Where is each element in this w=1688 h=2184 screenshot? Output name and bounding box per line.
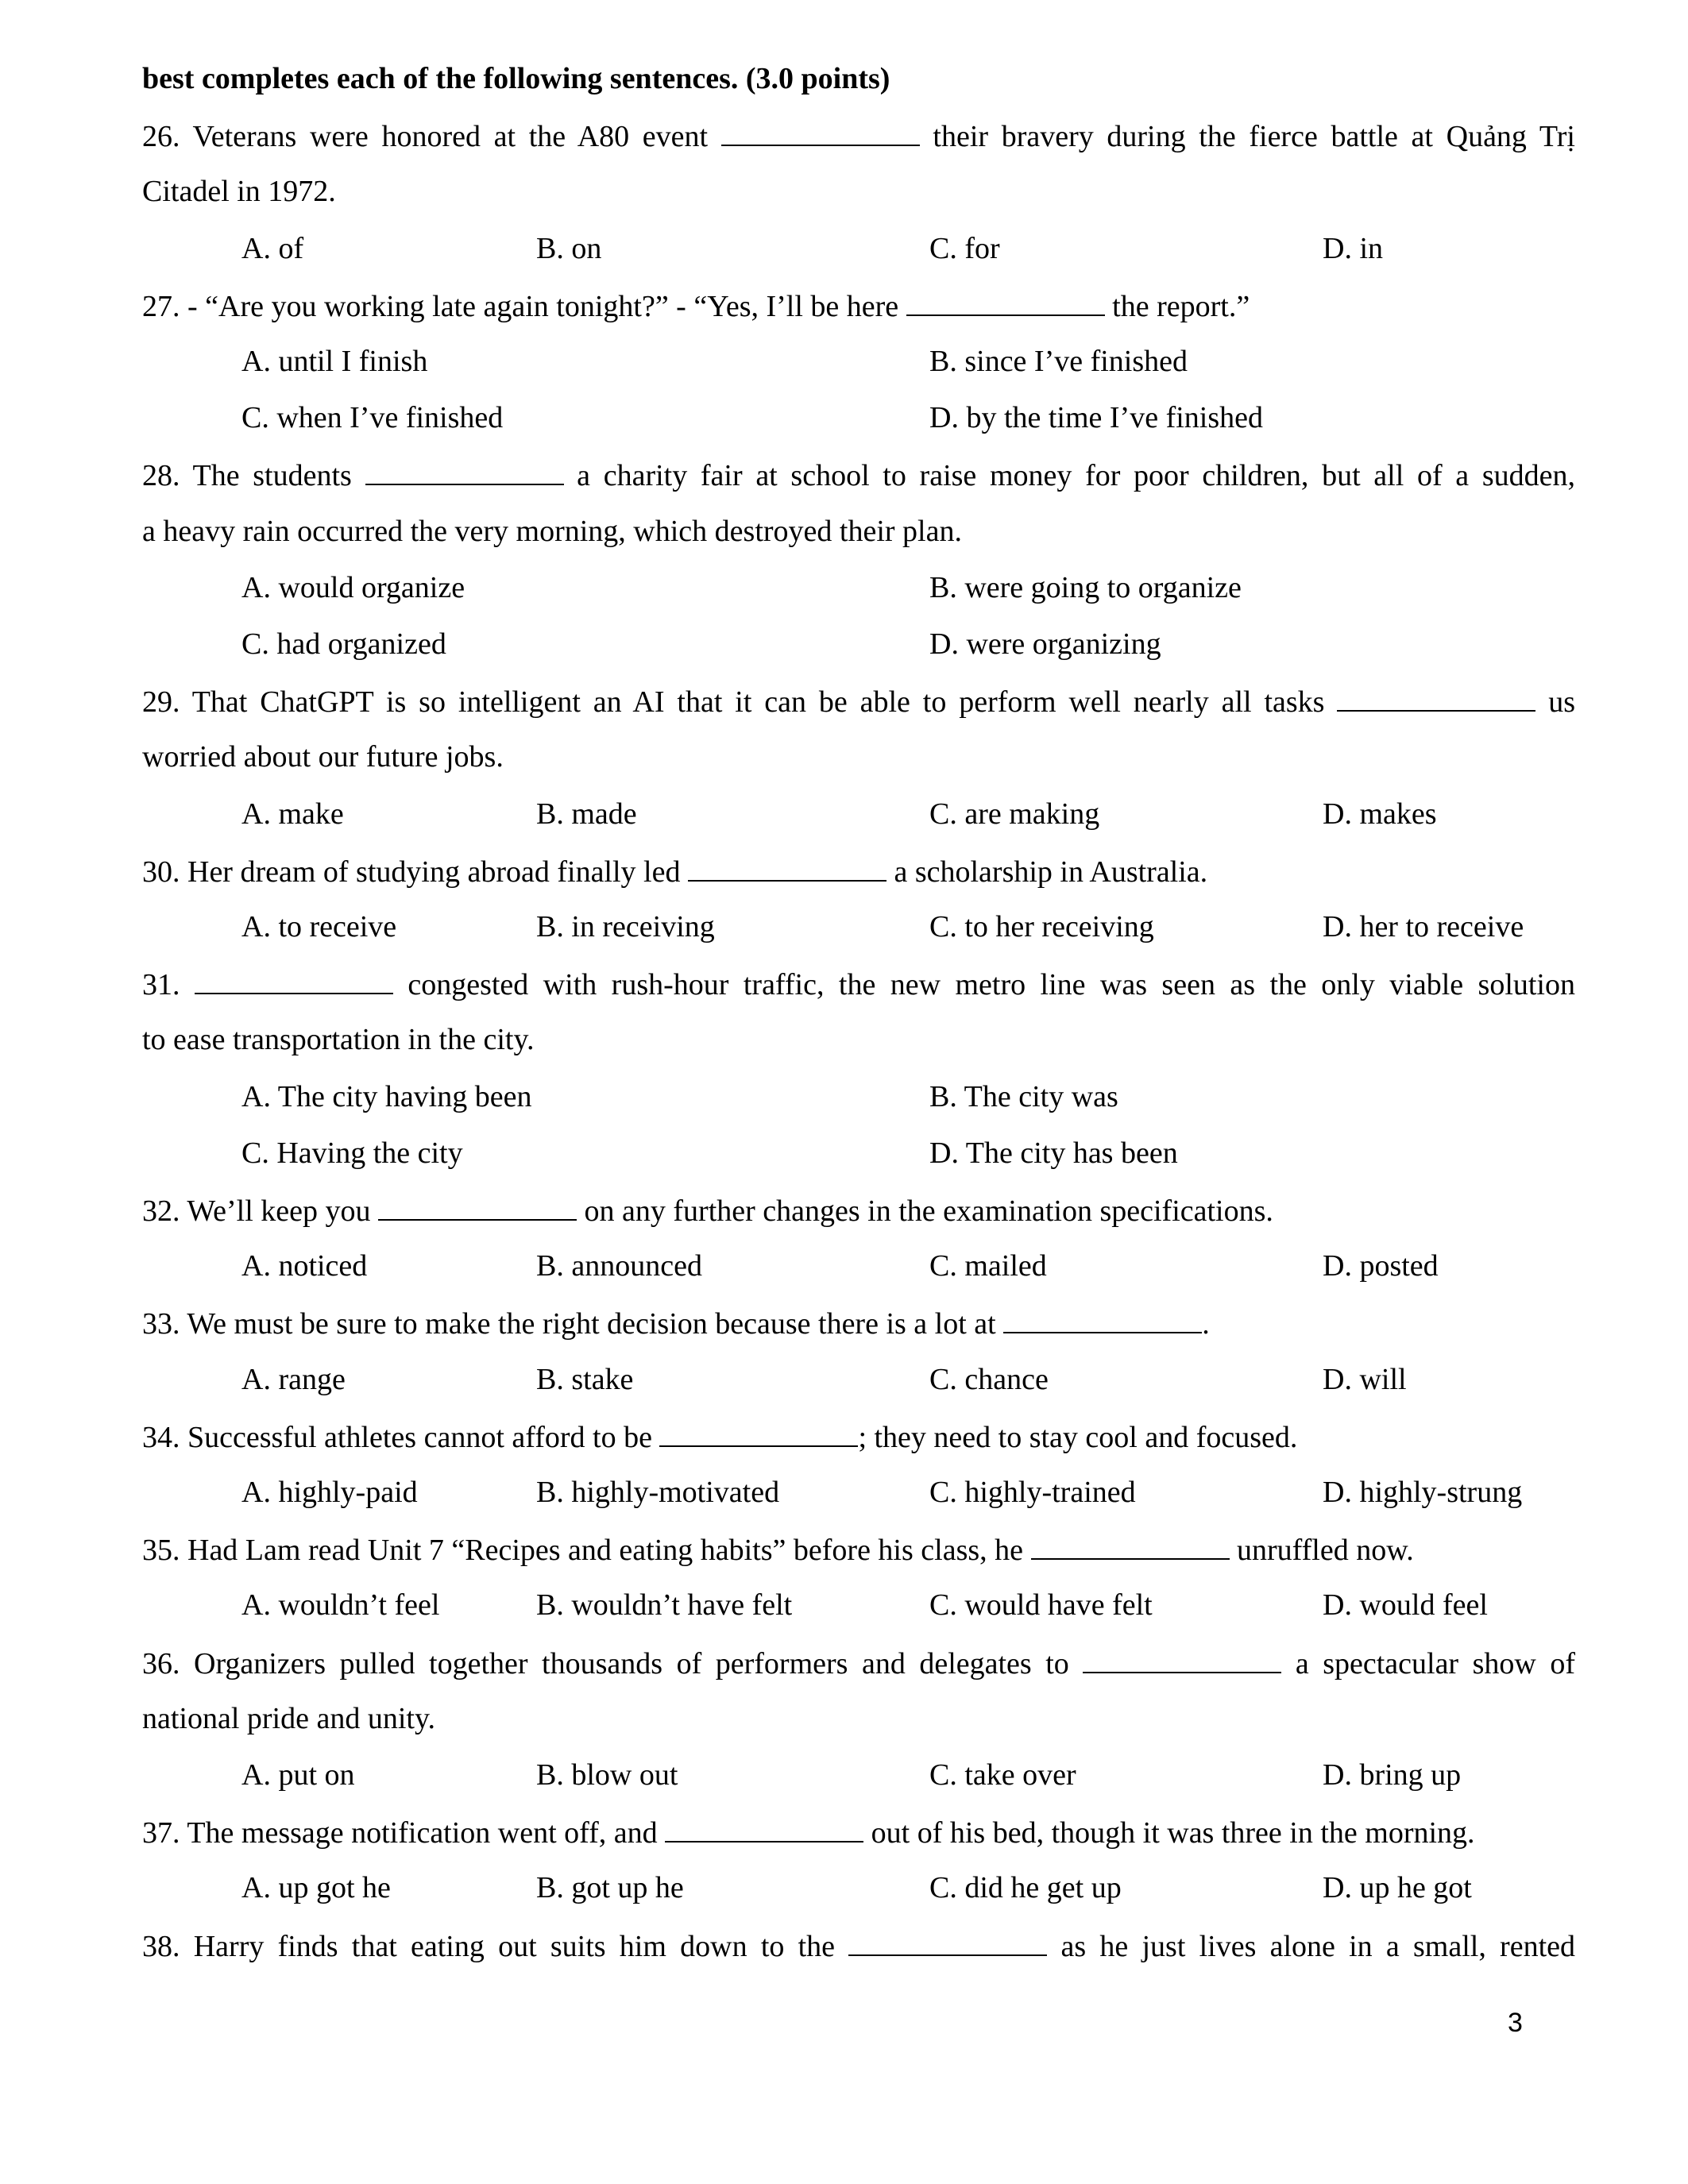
question-28 bbox=[142, 457, 1575, 493]
question-text: 26. Veterans were honored at the A80 event bbox=[142, 120, 721, 154]
option-b: B. in receiving bbox=[536, 910, 715, 943]
option-a: A. noticed bbox=[241, 1249, 368, 1283]
question-27 bbox=[142, 287, 1575, 324]
question-text-continued: a spectacular show of bbox=[1281, 1646, 1575, 1680]
answer-blank bbox=[1003, 1305, 1202, 1333]
option-c: C. to her receiving bbox=[929, 910, 1154, 943]
option-c: C. for bbox=[929, 231, 1000, 265]
option-c: C. Having the city bbox=[241, 1136, 463, 1170]
option-b: B. on bbox=[536, 231, 602, 265]
question-38 bbox=[142, 1927, 1575, 1964]
question-text-continued: the report.” bbox=[1104, 289, 1250, 323]
question-text-continued: a charity fair at school to raise money for poor children, but all of a sudden, bbox=[563, 459, 1575, 493]
question-28-line2: a heavy rain occurred the very morning, which destroyed their plan. bbox=[142, 514, 962, 548]
question-text-continued: . bbox=[1202, 1307, 1210, 1341]
section-instruction: best completes each of the following sentences. (3.0 points) bbox=[142, 62, 890, 95]
option-b: B. got up he bbox=[536, 1871, 684, 1905]
option-d: D. up he got bbox=[1323, 1871, 1472, 1905]
question-text-continued: as he just lives alone in a small, rented bbox=[1047, 1929, 1576, 1963]
question-text-continued: ; they need to stay cool and focused. bbox=[858, 1420, 1298, 1454]
question-30 bbox=[142, 853, 1575, 889]
question-text: 31. bbox=[142, 968, 195, 1002]
option-c: C. highly-trained bbox=[929, 1476, 1136, 1509]
option-b: B. made bbox=[536, 797, 637, 831]
question-37 bbox=[142, 1814, 1575, 1850]
option-d: D. will bbox=[1323, 1362, 1407, 1396]
option-a: A. wouldn’t feel bbox=[241, 1588, 440, 1623]
question-text: 34. Successful athletes cannot afford to be bbox=[142, 1420, 660, 1454]
option-b: B. blow out bbox=[536, 1758, 678, 1792]
option-a: A. The city having been bbox=[241, 1079, 532, 1113]
option-a: A. until I finish bbox=[241, 345, 428, 378]
option-a: A. up got he bbox=[241, 1871, 391, 1905]
option-c: C. chance bbox=[929, 1362, 1049, 1396]
answer-blank bbox=[195, 966, 393, 994]
answer-blank bbox=[378, 1192, 577, 1221]
option-a: A. would organize bbox=[241, 570, 465, 604]
question-text: 36. Organizers pulled together thousands of performers and delegates to bbox=[142, 1646, 1083, 1680]
option-c: C. when I’ve finished bbox=[241, 401, 504, 435]
option-c: C. take over bbox=[929, 1758, 1076, 1792]
option-a: A. highly-paid bbox=[241, 1476, 418, 1509]
option-b: B. since I’ve finished bbox=[929, 345, 1188, 378]
option-d: D. would feel bbox=[1323, 1588, 1488, 1623]
question-31 bbox=[142, 966, 1575, 1002]
question-text: 27. - “Are you working late again tonight?” - “Yes, I’ll be here bbox=[142, 289, 906, 323]
option-b: B. announced bbox=[536, 1249, 702, 1283]
question-text-continued: congested with rush-hour traffic, the new metro line was seen as the only viable solution bbox=[392, 968, 1575, 1002]
option-b: B. wouldn’t have felt bbox=[536, 1588, 793, 1623]
option-d: D. The city has been bbox=[929, 1136, 1178, 1170]
question-text: 32. We’ll keep you bbox=[142, 1194, 379, 1228]
answer-blank bbox=[721, 118, 920, 146]
question-26-line2: Citadel in 1972. bbox=[142, 175, 336, 209]
option-a: A. to receive bbox=[241, 910, 397, 943]
answer-blank bbox=[659, 1418, 858, 1447]
question-text-continued: out of his bed, though it was three in the morning. bbox=[863, 1816, 1475, 1850]
option-d: D. her to receive bbox=[1323, 910, 1524, 943]
question-text: 37. The message notification went off, and bbox=[142, 1816, 666, 1850]
option-d: D. bring up bbox=[1323, 1758, 1462, 1792]
question-text-continued: us bbox=[1535, 685, 1575, 720]
question-text: 35. Had Lam read Unit 7 “Recipes and eating habits” before his class, he bbox=[142, 1534, 1031, 1568]
answer-blank bbox=[665, 1814, 863, 1843]
answer-blank bbox=[688, 853, 886, 882]
question-text-continued: a scholarship in Australia. bbox=[886, 855, 1208, 889]
option-b: B. were going to organize bbox=[929, 570, 1242, 604]
answer-blank bbox=[1337, 683, 1535, 712]
answer-blank bbox=[1083, 1645, 1281, 1673]
question-34 bbox=[142, 1418, 1575, 1455]
question-text-continued: unruffled now. bbox=[1229, 1534, 1414, 1568]
question-33 bbox=[142, 1305, 1575, 1341]
question-35 bbox=[142, 1531, 1575, 1568]
option-d: D. by the time I’ve finished bbox=[929, 401, 1264, 435]
option-d: D. were organizing bbox=[929, 627, 1161, 661]
option-a: A. of bbox=[241, 231, 304, 265]
option-c: C. are making bbox=[929, 797, 1100, 831]
question-29 bbox=[142, 683, 1575, 720]
question-32 bbox=[142, 1192, 1575, 1229]
option-d: D. posted bbox=[1323, 1249, 1439, 1283]
option-c: C. mailed bbox=[929, 1249, 1047, 1283]
question-text: 38. Harry finds that eating out suits him down to the bbox=[142, 1929, 849, 1963]
option-b: B. The city was bbox=[929, 1079, 1118, 1113]
question-text: 33. We must be sure to make the right decision because there is a lot at bbox=[142, 1307, 1004, 1341]
question-36-line2: national pride and unity. bbox=[142, 1701, 435, 1735]
answer-blank bbox=[365, 457, 564, 485]
answer-blank bbox=[906, 287, 1105, 316]
option-b: B. stake bbox=[536, 1362, 634, 1396]
question-text: 30. Her dream of studying abroad finally led bbox=[142, 855, 688, 889]
question-text: 29. That ChatGPT is so intelligent an AI that it can be able to perform well nearly all tasks bbox=[142, 685, 1338, 720]
option-d: D. in bbox=[1323, 231, 1383, 265]
question-text-continued: their bravery during the fierce battle at Quảng Trị bbox=[919, 120, 1575, 154]
question-text: 28. The students bbox=[142, 459, 365, 493]
option-a: A. range bbox=[241, 1362, 346, 1396]
option-c: C. would have felt bbox=[929, 1588, 1153, 1623]
option-b: B. highly-motivated bbox=[536, 1476, 780, 1509]
question-26 bbox=[142, 118, 1575, 154]
question-29-line2: worried about our future jobs. bbox=[142, 740, 504, 774]
option-a: A. make bbox=[241, 797, 344, 831]
option-d: D. highly-strung bbox=[1323, 1476, 1523, 1509]
option-c: C. had organized bbox=[241, 627, 446, 661]
question-36 bbox=[142, 1645, 1575, 1681]
question-text-continued: on any further changes in the examination specifications. bbox=[577, 1194, 1273, 1228]
option-a: A. put on bbox=[241, 1758, 355, 1792]
answer-blank bbox=[1031, 1531, 1230, 1560]
option-d: D. makes bbox=[1323, 797, 1437, 831]
answer-blank bbox=[848, 1927, 1047, 1956]
question-31-line2: to ease transportation in the city. bbox=[142, 1023, 535, 1057]
page-number: 3 bbox=[1508, 2008, 1523, 2038]
option-c: C. did he get up bbox=[929, 1871, 1122, 1905]
